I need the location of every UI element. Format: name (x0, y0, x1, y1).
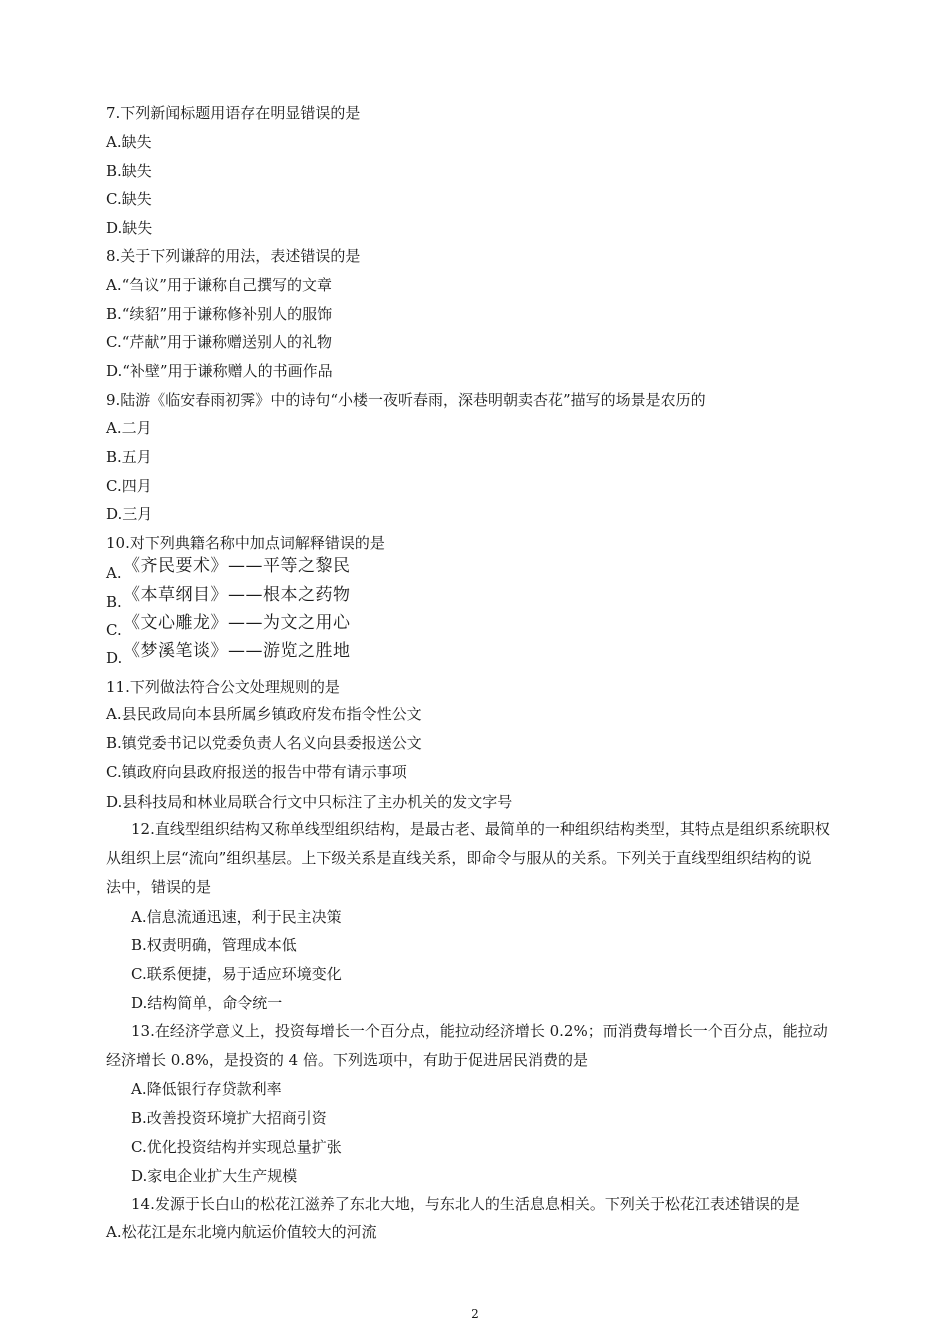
q10-option-b-letter: B. (106, 593, 122, 611)
q8-option-c: C.“芹献”用于谦称赠送别人的礼物 (106, 333, 333, 351)
q10-option-d-text: 《梦溪笔谈》——游览之胜地 (123, 641, 351, 661)
q10-option-d-letter: D. (106, 649, 123, 667)
q13-stem-line-2: 经济增长 0.8%，是投资的 4 倍。下列选项中，有助于促进居民消费的是 (106, 1051, 588, 1069)
q9-option-d: D.三月 (106, 505, 153, 523)
q11-option-b: B.镇党委书记以党委负责人名义向县委报送公文 (106, 734, 422, 752)
q12-option-b: B.权责明确，管理成本低 (131, 936, 297, 954)
q7-option-b: B.缺失 (106, 162, 152, 180)
q7-option-c: C.缺失 (106, 190, 152, 208)
q10-option-a-letter: A. (106, 564, 122, 582)
q8-option-a: A.“刍议”用于谦称自己撰写的文章 (106, 276, 332, 294)
q11-stem: 11.下列做法符合公文处理规则的是 (106, 678, 340, 696)
q10-option-b-text: 《本草纲目》——根本之药物 (123, 585, 351, 605)
q13-option-b: B.改善投资环境扩大招商引资 (131, 1109, 327, 1127)
q7-stem: 7.下列新闻标题用语存在明显错误的是 (106, 104, 361, 122)
q12-option-a: A.信息流通迅速，利于民主决策 (131, 908, 342, 926)
q10-option-a-text: 《齐民要术》——平等之黎民 (123, 556, 351, 576)
q13-option-d: D.家电企业扩大生产规模 (131, 1167, 298, 1185)
q13-option-c: C.优化投资结构并实现总量扩张 (131, 1138, 342, 1156)
q8-option-b: B.“续貂”用于谦称修补别人的服饰 (106, 305, 333, 323)
q14-option-a: A.松花江是东北境内航运价值较大的河流 (106, 1223, 377, 1241)
q8-option-d: D.“补壁”用于谦称赠人的书画作品 (106, 362, 333, 380)
q11-option-d: D.县科技局和林业局联合行文中只标注了主办机关的发文字号 (106, 793, 513, 811)
q13-option-a: A.降低银行存贷款利率 (131, 1080, 282, 1098)
page-number: 2 (471, 1307, 479, 1321)
q10-option-c-text: 《文心雕龙》——为文之用心 (123, 613, 351, 633)
q10-option-c-letter: C. (106, 621, 122, 639)
q9-option-b: B.五月 (106, 448, 152, 466)
q8-stem: 8.关于下列谦辞的用法，表述错误的是 (106, 247, 361, 265)
q12-stem-line-1: 12.直线型组织结构又称单线型组织结构，是最古老、最简单的一种组织结构类型，其特点是组织系统职权 (131, 820, 830, 838)
q7-option-a: A.缺失 (106, 133, 152, 151)
q13-stem-line-1: 13.在经济学意义上，投资每增长一个百分点，能拉动经济增长 0.2%；而消费每增长一个百分点，能拉动 (131, 1022, 828, 1040)
q12-option-d: D.结构简单，命令统一 (131, 994, 283, 1012)
q11-option-a: A.县民政局向本县所属乡镇政府发布指令性公文 (106, 705, 422, 723)
q7-option-d: D.缺失 (106, 219, 153, 237)
q14-stem: 14.发源于长白山的松花江滋养了东北大地，与东北人的生活息息相关。下列关于松花江表述错误的是 (131, 1195, 800, 1213)
q10-stem: 10.对下列典籍名称中加点词解释错误的是 (106, 534, 385, 552)
q9-stem: 9.陆游《临安春雨初霁》中的诗句“小楼一夜听春雨，深巷明朝卖杏花”描写的场景是农历的 (106, 391, 706, 409)
q12-option-c: C.联系便捷，易于适应环境变化 (131, 965, 342, 983)
q11-option-c: C.镇政府向县政府报送的报告中带有请示事项 (106, 763, 407, 781)
q12-stem-line-3: 法中，错误的是 (106, 878, 212, 896)
q9-option-a: A.二月 (106, 419, 152, 437)
q9-option-c: C.四月 (106, 477, 152, 495)
q12-stem-line-2: 从组织上层“流向”组织基层。上下级关系是直线关系，即命令与服从的关系。下列关于直线型组织结构的说 (106, 849, 812, 867)
